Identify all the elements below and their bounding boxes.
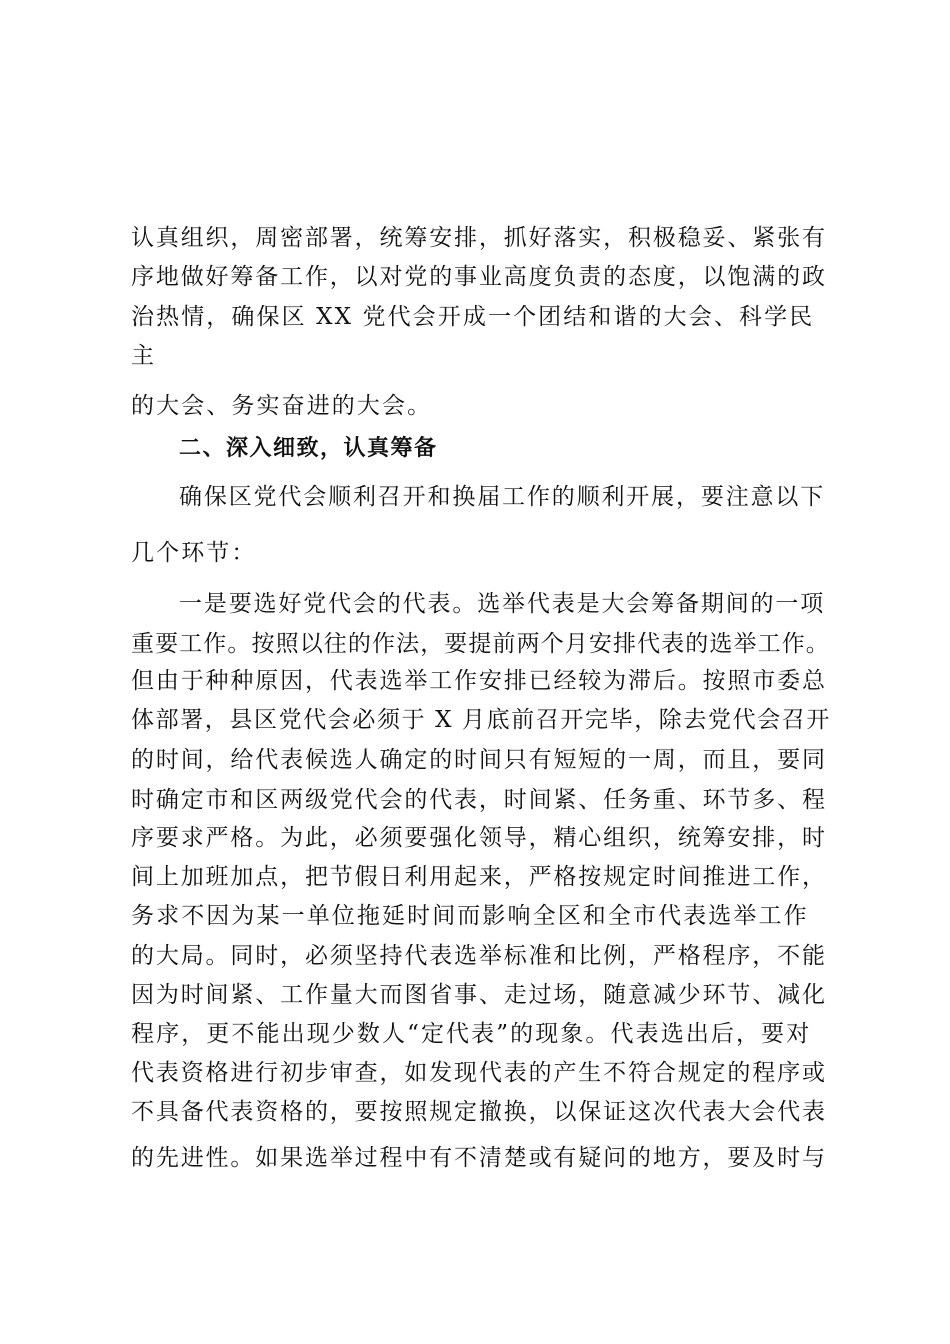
paragraph-line: 间上加班加点，把节假日利用起来，严格按规定时间推进工作，: [131, 864, 827, 890]
paragraph-line: 的先进性。如果选举过程中有不清楚或有疑问的地方，要及时与: [131, 1145, 827, 1171]
paragraph-line: 主: [131, 343, 157, 369]
paragraph-line: 认真组织，周密部署，统筹安排，抓好落实，积极稳妥、紧张有: [131, 225, 827, 251]
paragraph-line: 但由于种种原因，代表选举工作安排已经较为滞后。按照市委总: [131, 668, 827, 694]
paragraph-line: 不具备代表资格的，要按照规定撤换，以保证这次代表大会代表: [131, 1099, 827, 1125]
paragraph-line: 重要工作。按照以往的作法，要提前两个月安排代表的选举工作。: [131, 631, 830, 657]
section-heading: 二、深入细致，认真筹备: [179, 436, 438, 461]
paragraph-line: 几个环节：: [131, 540, 257, 566]
paragraph-line: 因为时间紧、工作量大而图省事、走过场，随意减少环节、减化: [131, 982, 827, 1008]
paragraph-line: 序要求严格。为此，必须要强化领导，精心组织，统筹安排，时: [131, 825, 827, 851]
paragraph-line: 时确定市和区两级党代会的代表，时间紧、任务重、环节多、程: [131, 787, 827, 813]
paragraph-line: 治热情，确保区 XX 党代会开成一个团结和谐的大会、科学民: [131, 304, 815, 330]
paragraph-line: 确保区党代会顺利召开和换届工作的顺利开展，要注意以下: [179, 484, 826, 510]
paragraph-line: 体部署，县区党代会必须于 X 月底前召开完毕，除去党代会召开: [131, 707, 831, 733]
paragraph-line: 务求不因为某一单位拖延时间而影响全区和全市代表选举工作: [131, 903, 809, 929]
paragraph-line: 序地做好筹备工作，以对党的事业高度负责的态度，以饱满的政: [131, 264, 827, 290]
paragraph-line: 一是要选好党代会的代表。选举代表是大会筹备期间的一项: [179, 591, 826, 617]
paragraph-line: 的大会、务实奋进的大会。: [131, 393, 433, 419]
paragraph-line: 的时间，给代表候选人确定的时间只有短短的一周，而且，要同: [131, 747, 827, 773]
paragraph-line: 的大局。同时，必须坚持代表选举标准和比例，严格程序，不能: [131, 943, 827, 969]
paragraph-line: 程序，更不能出现少数人“定代表”的现象。代表选出后，要对: [131, 1021, 812, 1047]
paragraph-line: 代表资格进行初步审查，如发现代表的产生不符合规定的程序或: [131, 1060, 827, 1086]
